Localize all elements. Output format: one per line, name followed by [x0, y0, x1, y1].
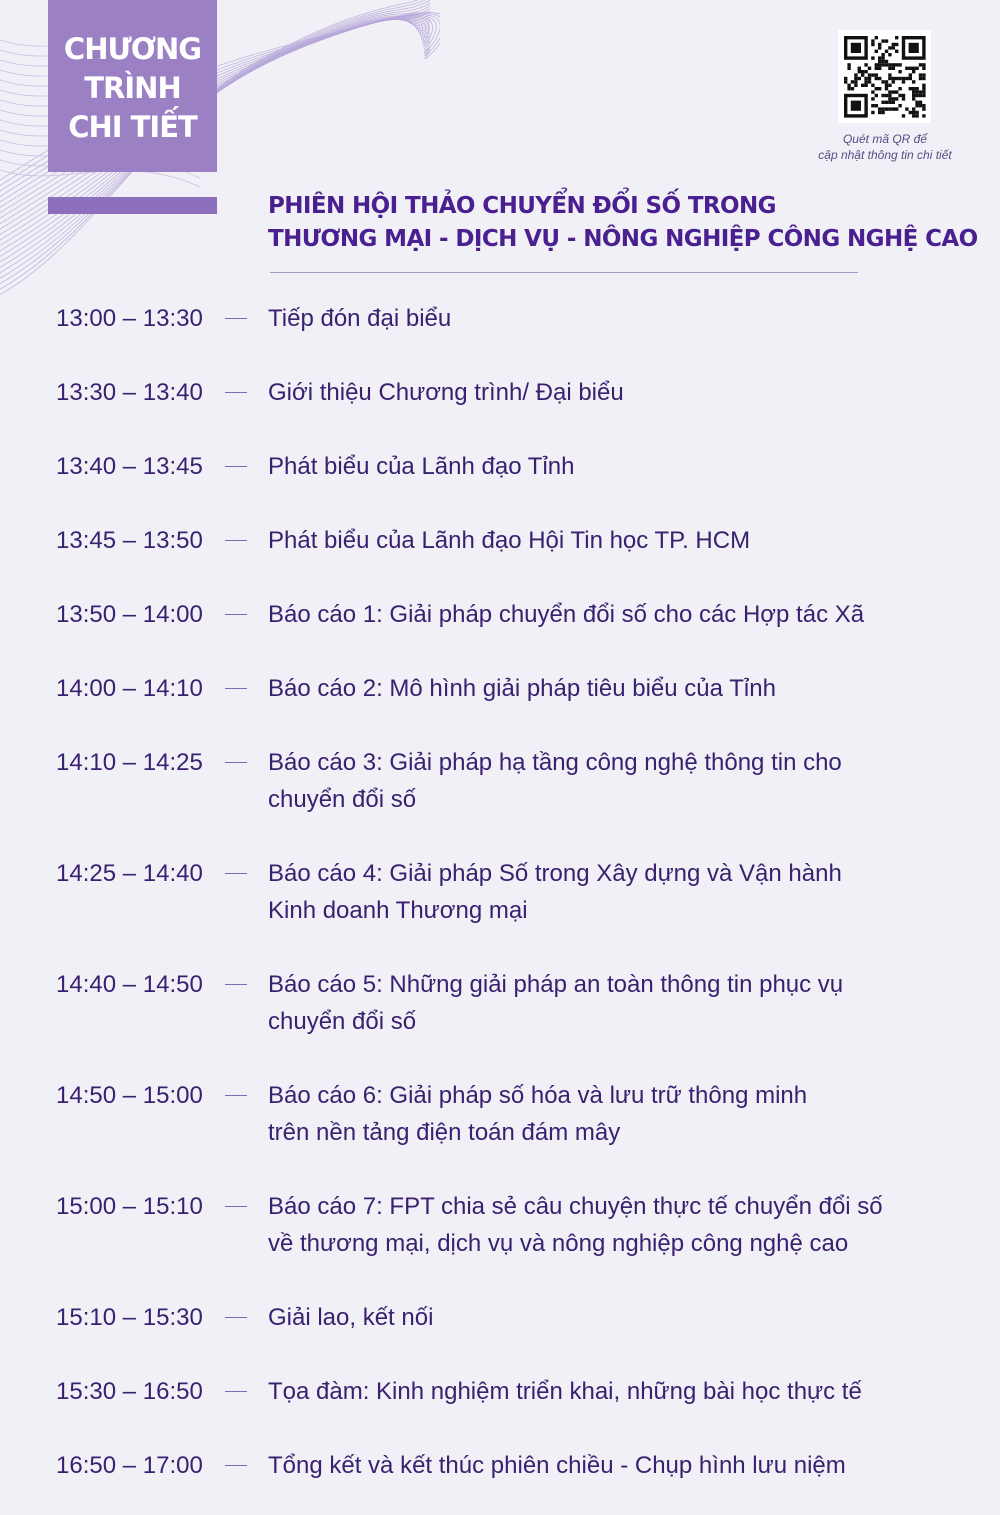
title-accent-bar: [48, 197, 217, 214]
agenda-description-line: Báo cáo 2: Mô hình giải pháp tiêu biểu của Tỉnh: [268, 675, 776, 702]
agenda-description: [268, 855, 958, 929]
agenda-description: [268, 596, 958, 633]
agenda-description-line: Báo cáo 3: Giải pháp hạ tầng công nghệ thông tin cho: [268, 749, 842, 776]
agenda-description: [268, 966, 958, 1040]
dash-separator: [225, 466, 247, 467]
program-title-line: TRÌNH: [84, 71, 181, 105]
agenda-description-line: chuyển đổi số: [268, 786, 417, 813]
agenda-description-line: Phát biểu của Lãnh đạo Tỉnh: [268, 453, 575, 480]
dash-separator: [225, 540, 247, 541]
agenda-description: [268, 744, 958, 818]
qr-caption: [790, 131, 980, 163]
agenda-time: 13:45 – 13:50: [56, 527, 203, 554]
agenda-time: 15:10 – 15:30: [56, 1304, 203, 1331]
session-divider: [270, 272, 858, 273]
dash-separator: [225, 318, 247, 319]
agenda-time: 15:30 – 16:50: [56, 1378, 203, 1405]
agenda-description: [268, 1373, 958, 1410]
agenda-description-line: Tổng kết và kết thúc phiên chiều - Chụp hình lưu niệm: [268, 1452, 846, 1479]
agenda-description-line: trên nền tảng điện toán đám mây: [268, 1119, 621, 1146]
agenda-description: [268, 1077, 958, 1151]
session-title-line: THƯƠNG MẠI - DỊCH VỤ - NÔNG NGHIỆP CÔNG NGHỆ CAO: [268, 226, 978, 252]
agenda-description-line: Báo cáo 1: Giải pháp chuyển đổi số cho các Hợp tác Xã: [268, 601, 865, 628]
program-title-box: [48, 0, 217, 172]
dash-separator: [225, 614, 247, 615]
agenda-description: [268, 1447, 958, 1484]
agenda-time: 16:50 – 17:00: [56, 1452, 203, 1479]
dash-separator: [225, 1391, 247, 1392]
agenda-description: [268, 374, 958, 411]
dash-separator: [225, 984, 247, 985]
program-title-line: CHI TIẾT: [68, 110, 197, 144]
agenda-description: [268, 300, 958, 337]
agenda-time: 13:00 – 13:30: [56, 305, 203, 332]
agenda-description-line: Báo cáo 7: FPT chia sẻ câu chuyện thực tế chuyển đổi số: [268, 1193, 883, 1220]
dash-separator: [225, 1095, 247, 1096]
agenda-time: 13:50 – 14:00: [56, 601, 203, 628]
agenda-time: 15:00 – 15:10: [56, 1193, 203, 1220]
agenda-description-line: Phát biểu của Lãnh đạo Hội Tin học TP. HCM: [268, 527, 751, 554]
agenda-time: 13:30 – 13:40: [56, 379, 203, 406]
agenda-description-line: Kinh doanh Thương mại: [268, 897, 528, 924]
agenda-time: 14:50 – 15:00: [56, 1082, 203, 1109]
agenda-time: 14:00 – 14:10: [56, 675, 203, 702]
dash-separator: [225, 1206, 247, 1207]
agenda-description-line: Giới thiệu Chương trình/ Đại biểu: [268, 379, 624, 406]
agenda-description-line: Báo cáo 5: Những giải pháp an toàn thông tin phục vụ: [268, 971, 844, 998]
dash-separator: [225, 1317, 247, 1318]
dash-separator: [225, 873, 247, 874]
session-title-line: PHIÊN HỘI THẢO CHUYỂN ĐỔI SỐ TRONG: [268, 193, 776, 219]
agenda-description-line: Báo cáo 4: Giải pháp Số trong Xây dựng và Vận hành: [268, 860, 842, 887]
program-title-line: CHƯƠNG: [63, 32, 202, 66]
dash-separator: [225, 688, 247, 689]
agenda-description-line: Giải lao, kết nối: [268, 1304, 434, 1331]
agenda-time: 14:25 – 14:40: [56, 860, 203, 887]
agenda-description-line: Tọa đàm: Kinh nghiệm triển khai, những bài học thực tế: [268, 1378, 862, 1405]
agenda-description-line: về thương mại, dịch vụ và nông nghiệp công nghệ cao: [268, 1230, 849, 1257]
session-title: [268, 190, 978, 256]
agenda-description: [268, 448, 958, 485]
agenda-description-line: Tiếp đón đại biểu: [268, 305, 452, 332]
agenda-description: [268, 1299, 958, 1336]
dash-separator: [225, 1465, 247, 1466]
agenda-time: 14:40 – 14:50: [56, 971, 203, 998]
agenda-description-line: Báo cáo 6: Giải pháp số hóa và lưu trữ thông minh: [268, 1082, 808, 1109]
agenda-time: 14:10 – 14:25: [56, 749, 203, 776]
qr-caption-line: cập nhật thông tin chi tiết: [818, 148, 952, 162]
dash-separator: [225, 762, 247, 763]
agenda-description: [268, 1188, 958, 1262]
agenda-time: 13:40 – 13:45: [56, 453, 203, 480]
agenda-description-line: chuyển đổi số: [268, 1008, 417, 1035]
agenda-description: [268, 522, 958, 559]
dash-separator: [225, 392, 247, 393]
agenda-description: [268, 670, 958, 707]
qr-code-icon[interactable]: [838, 30, 931, 123]
qr-caption-line: Quét mã QR để: [842, 132, 928, 146]
